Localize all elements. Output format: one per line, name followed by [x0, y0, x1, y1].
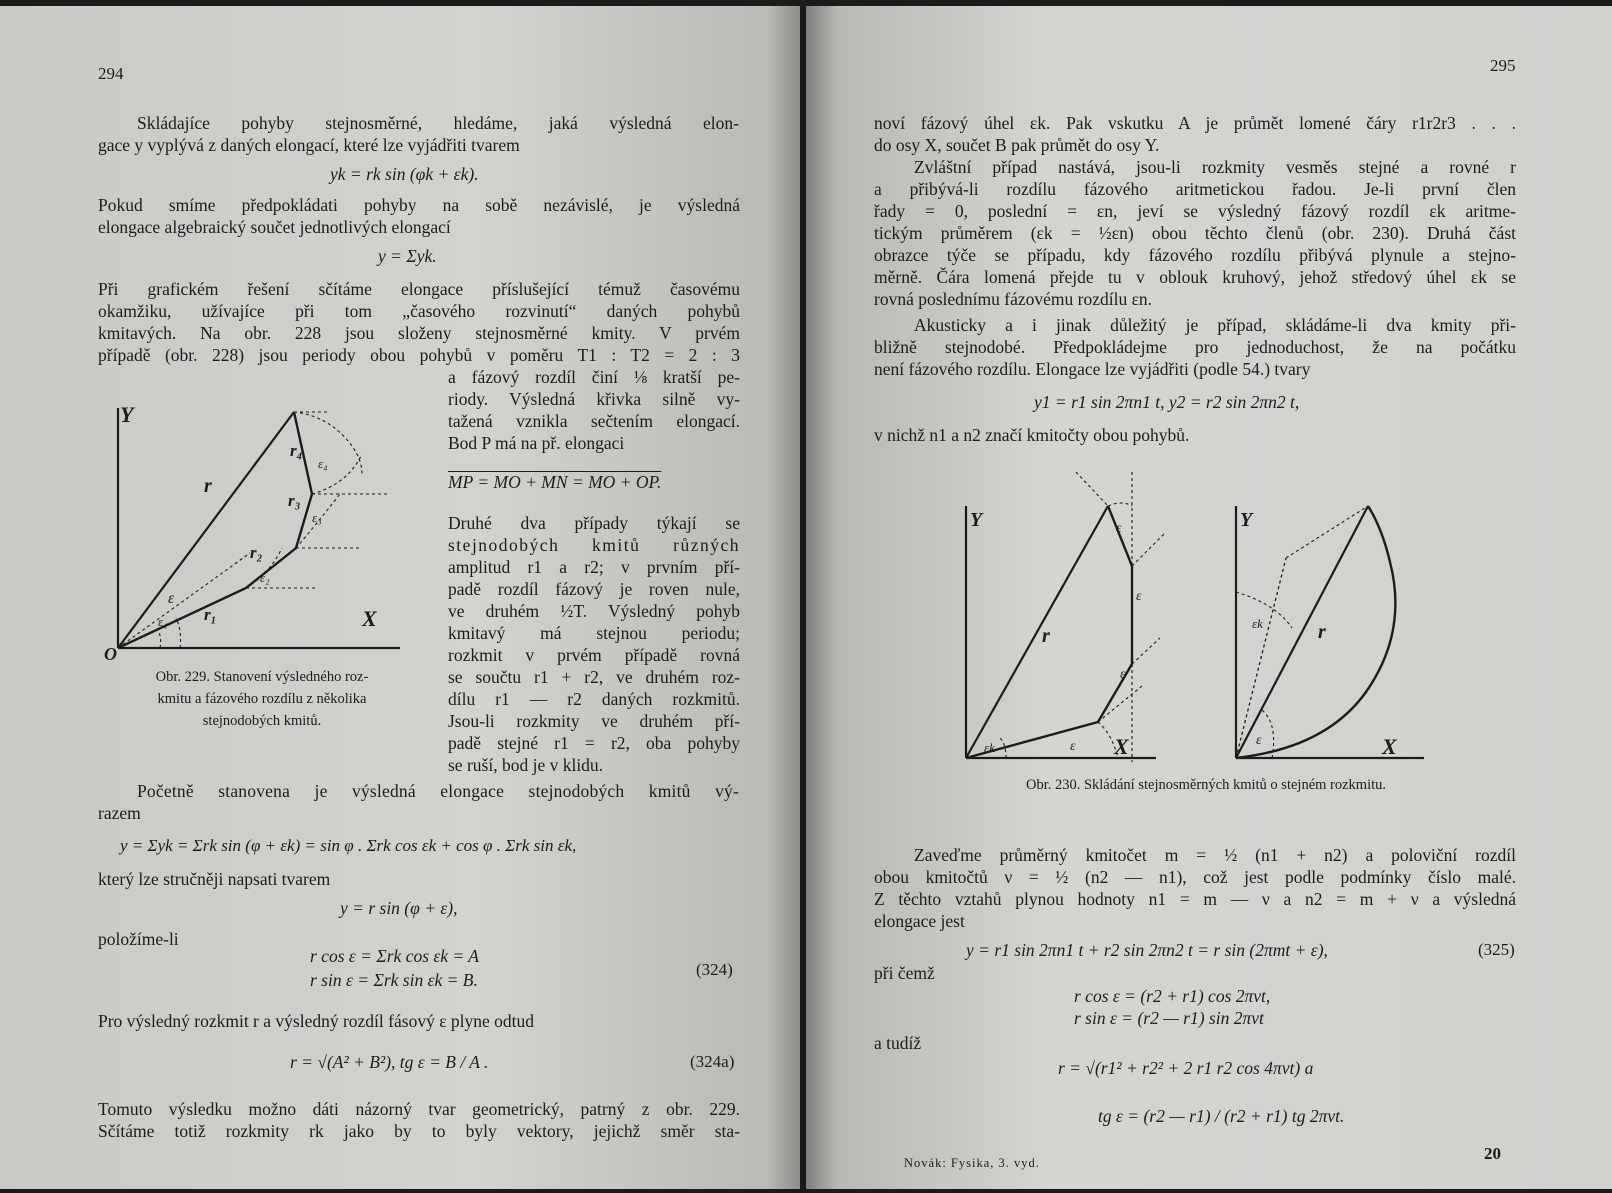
text-line: kmitavý má stejnou periodu;	[448, 623, 740, 643]
text-line: Zaveďme průměrný kmitočet m = ½ (n1 + n2) a poloviční rozdíl	[914, 845, 1516, 865]
fig229-label-e4: ε₄	[318, 456, 328, 471]
text-line: Tomuto výsledku možno dáti názorný tvar geometrický, patrný z obr. 229.	[98, 1099, 740, 1119]
fig229-label-x: X	[362, 606, 377, 631]
fig230a-resultant	[966, 506, 1108, 758]
equation-r-sin: y = r sin (φ + ε),	[340, 898, 458, 918]
equation-rozkmit: r = √(A² + B²), tg ε = B / A .	[290, 1052, 489, 1072]
text-line: rozkmit v prvém případě rovná	[448, 645, 740, 665]
text-line: elongace jest	[874, 911, 965, 931]
text-line: Zvláštní případ nastává, jsou-li rozkmity vesměs stejné a rovné r	[914, 157, 1516, 177]
text-line: obrazce týče se případu, kdy fázového rozdílu přibývá plynule a stejno-	[874, 245, 1516, 265]
text-line: do osy X, součet B pak průmět do osy Y.	[874, 135, 1160, 155]
footer-signature-text: Novák: Fysika, 3. vyd.	[904, 1156, 1040, 1170]
text-line: ve druhém ½T. Výsledný pohyb	[448, 601, 740, 621]
fig229-label-y: Y	[120, 402, 134, 427]
fig230b-arc	[1236, 506, 1395, 758]
text-line: tažená vznikla sečtením elongací.	[448, 411, 740, 431]
text-line: Skládajíce pohyby stejnosměrné, hledáme, jaká výsledná elon-	[137, 113, 739, 133]
equation-expanded: y = Σyk = Σrk sin (φ + εk) = sin φ . Σrk cos εk + cos φ . Σrk sin εk,	[120, 836, 577, 855]
fig230a-label-eps-2: ε	[1136, 589, 1142, 604]
equation-mp: MP = MO + MN = MO + OP.	[448, 472, 662, 492]
text-line: se ruší, bod je v klidu.	[448, 755, 604, 775]
text-line: tickým průměrem (εk = ½εn) obou těchto členů (obr. 230). Druhá část	[874, 223, 1516, 243]
equation-sin: r sin ε = (r2 — r1) sin 2πνt	[1074, 1008, 1264, 1028]
fig229-label-e2: ε₂	[260, 570, 270, 585]
caption-line: stejnodobých kmitů.	[202, 713, 322, 729]
text-line: v nichž n1 a n2 značí kmitočty obou pohybů.	[874, 425, 1190, 445]
fig230a-label-eps: ε	[1116, 521, 1122, 536]
text-line: amplitud r1 a r2; v prvním pří-	[448, 557, 740, 577]
fig230a-label-ek: εk	[984, 740, 995, 755]
fig230b-label-ek: εk	[1252, 616, 1263, 631]
fig230a-label-r: r	[1042, 625, 1050, 647]
equation-325: y = r1 sin 2πn1 t + r2 sin 2πn2 t = r sin (2πmt + ε),	[966, 940, 1328, 960]
text-line: řady = 0, poslední = εn, jeví se výsledný fázový rozdíl εk aritme-	[874, 201, 1516, 221]
text-line: rovná poslednímu fázovému rozdílu εn.	[874, 289, 1153, 309]
equation-number-324a: (324a)	[690, 1052, 735, 1071]
equation-tg: tg ε = (r2 — r1) / (r2 + r1) tg 2πνt.	[1098, 1106, 1345, 1126]
text-line: při čemž	[874, 963, 935, 983]
text-line: riody. Výsledná křivka silně vy-	[448, 389, 740, 409]
text-line: Sčítáme totiž rozkmity rk jako by to byly vektory, jejichž směr sta-	[98, 1121, 740, 1141]
text-line: kmitavých. Na obr. 228 jsou složeny stejnosměrné kmity. V prvém	[98, 323, 740, 343]
text-line: Bod P má na př. elongaci	[448, 433, 625, 453]
fig229-label-r1: r₁	[204, 605, 217, 624]
text-line: padě stejné r1 = r2, oba pohyby	[448, 733, 740, 753]
text-line: měrně. Čára lomená přejde tu v oblouk kruhový, jehož středový úhel εk se	[874, 267, 1516, 287]
text-line: noví fázový úhel εk. Pak vskutku A je průmět lomené čáry r1r2r3 . . .	[874, 113, 1516, 133]
text-line: položíme-li	[98, 929, 179, 949]
page-number-left: 294	[98, 64, 124, 83]
sheet-signature: 20	[1484, 1144, 1501, 1163]
text-line: dílu r1 — r2 daných rozkmitů.	[448, 689, 740, 709]
equation-324a-line1: r cos ε = Σrk cos εk = A	[310, 946, 479, 966]
text-line: případě (obr. 228) jsou periody obou pohybů v poměru T1 : T2 = 2 : 3	[98, 345, 740, 365]
caption-line: Obr. 229. Stanovení výsledného roz-	[155, 669, 369, 685]
fig229-label-o: O	[104, 644, 117, 664]
text-line: Jsou-li rozkmity ve druhém pří-	[448, 711, 740, 731]
fig230b-label-e: ε	[1256, 733, 1262, 748]
figure-230	[946, 472, 1486, 772]
equation-cos: r cos ε = (r2 + r1) cos 2πνt,	[1074, 986, 1271, 1006]
equation-sum: y = Σyk.	[378, 246, 437, 266]
fig230a-label-x: X	[1114, 734, 1129, 759]
fig230a-label-eps-3: ε	[1120, 667, 1126, 682]
text-line: gace y vyplývá z daných elongací, které lze vyjádřiti tvarem	[98, 135, 520, 155]
text-line: který lze stručněji napsati tvarem	[98, 869, 331, 889]
fig230a-label-y: Y	[970, 509, 983, 531]
text-line: Při grafickém řešení sčítáme elongace příslušející témuž časovému	[98, 279, 740, 299]
text-line: Pokud smíme předpokládati pohyby na sobě nezávislé, je výsledná	[98, 195, 740, 215]
fig229-label-r: r	[204, 475, 212, 497]
fig230b-label-r: r	[1318, 621, 1326, 643]
fig229-label-e3: ε₃	[312, 510, 322, 525]
fig229-label-r4: r₄	[290, 441, 303, 460]
fig230b-label-y: Y	[1240, 509, 1253, 531]
text-line: Početně stanovena je výsledná elongace stejnodobých kmitů vý-	[137, 781, 739, 801]
text-line: a fázový rozdíl činí ⅛ kratší pe-	[448, 367, 740, 387]
text-line: Druhé dva případy týkají se	[448, 513, 740, 533]
equation-yk: yk = rk sin (φk + εk).	[330, 164, 479, 184]
fig229-label-r3: r₃	[288, 491, 301, 510]
text-line: Z těchto vztahů plynou hodnoty n1 = m — ν a n2 = m + ν a výsledná	[874, 889, 1516, 909]
text-line: padě rozdíl fázový je roven nule,	[448, 579, 740, 599]
fig230b-resultant	[1236, 506, 1368, 758]
page-number-right: 295	[1490, 56, 1516, 75]
fig229-label-eps: ε	[168, 590, 175, 607]
caption-line: kmitu a fázového rozdílu z několika	[157, 691, 367, 707]
text-line: není fázového rozdílu. Elongace lze vyjádřiti (podle 54.) tvary	[874, 359, 1311, 379]
text-line: bližně stejnodobé. Předpokládejme pro jednoduchost, že na počátku	[874, 337, 1516, 357]
text-line: a tudíž	[874, 1033, 922, 1053]
fig230b-label-x: X	[1382, 734, 1397, 759]
figure-229	[100, 398, 440, 668]
fig229-label-r2: r₂	[250, 543, 263, 562]
equation-324a-line2: r sin ε = Σrk sin εk = B.	[310, 970, 478, 990]
text-line: okamžiku, užívajíce při tom „časového rozvinutí“ daných pohybů	[98, 301, 740, 321]
right-page	[806, 6, 1612, 1189]
text-line: se součtu r1 + r2, ve druhém roz-	[448, 667, 740, 687]
text-line: Pro výsledný rozkmit r a výsledný rozdíl fásový ε plyne odtud	[98, 1011, 535, 1031]
text-line: elongace algebraický součet jednotlivých elongací	[98, 217, 451, 237]
text-line: Akusticky a i jinak důležitý je případ, skládáme-li dva kmity při-	[914, 315, 1516, 335]
figure-230-caption: Obr. 230. Skládání stejnosměrných kmitů o stejném rozkmitu.	[1025, 777, 1387, 793]
text-line: stejnodobých kmitů různých	[448, 535, 740, 555]
text-line: a přibývá-li rozdílu fázového aritmetickou řadou. Je-li první člen	[874, 179, 1516, 199]
equation-number-325: (325)	[1478, 940, 1515, 959]
text-line: razem	[98, 803, 141, 823]
fig229-label-e1: ε₁	[158, 614, 168, 629]
text-line: obou kmitočtů ν = ½ (n2 — n1), což jest podle podmínky číslo malé.	[874, 867, 1516, 887]
equation-number-324: (324)	[696, 960, 733, 979]
left-page	[0, 6, 800, 1189]
fig230a-label-eps-4: ε	[1070, 739, 1076, 754]
equation-r-root: r = √(r1² + r2² + 2 r1 r2 cos 4πνt) a	[1058, 1058, 1314, 1078]
equation-y1-y2: y1 = r1 sin 2πn1 t, y2 = r2 sin 2πn2 t,	[1034, 392, 1300, 412]
